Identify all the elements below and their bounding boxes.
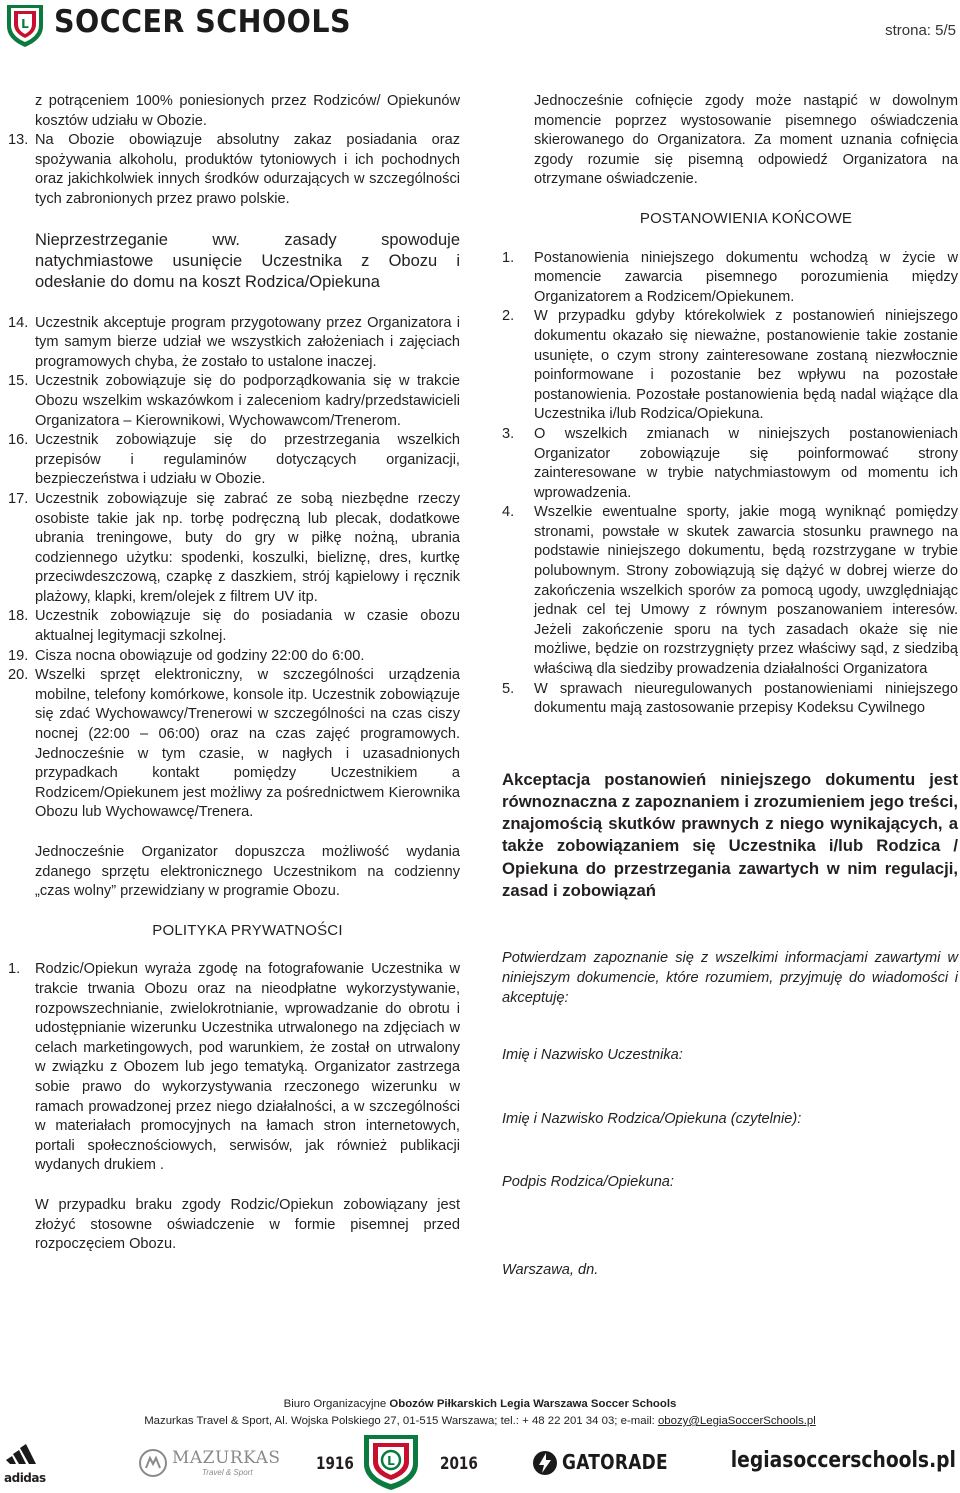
list-item xyxy=(8,607,460,646)
list-item-number: 3. xyxy=(502,425,515,442)
list-item-text: Rodzic/Opiekun wyraża zgodę na fotografowanie Uczestnika w trakcie trwania Obozu oraz na nieodpłatne wykorzystywanie, rozpowszechnianie, zwielokrotnianie, wprowadzanie do obrotu i udostępnianie wizerunku Uczestnika utrwalonego na zdjęciach w celach marketingowych, pod warunkiem, że został on utrwalony w związku z Obozem lub jego tematyką. Organizator zastrzega sobie prawo do wykorzystywania rzeczonego wizerunku w ramach prowadzonej przez niego działalności, a w szczególności w materiałach promocyjnych na łamach stron internetowych, portali społecznościowych, serwisów, jak również publikacji wydanych drukiem . xyxy=(35,961,460,1174)
list-item-text: Postanowienia niniejszego dokumentu wchodzą w życie w momencie zawarcia pisemnego porozumienia między Organizatorem a Rodzicem/Opiekunem. xyxy=(534,249,958,305)
list-item-number: 1. xyxy=(502,249,515,266)
footer-office xyxy=(0,1398,960,1410)
rules-list-a xyxy=(8,131,460,209)
list-item-text: O wszelkich zmianach w niniejszych postanowieniach Organizator zobowiązuje się poinformować strony zainteresowane w trybie natychmiastowym od momentu ich wprowadzenia. xyxy=(534,425,958,501)
list-item-number: 5. xyxy=(502,680,515,697)
list-item-text: W sprawach nieuregulowanych postanowieniami niniejszego dokumentu mają zastosowanie przepisy Kodeksu Cywilnego xyxy=(534,680,958,717)
right-column xyxy=(502,92,958,1280)
list-item xyxy=(502,307,958,425)
gatorade-logo xyxy=(532,1450,682,1478)
gatorade-wordmark: GATORADE xyxy=(562,1450,668,1474)
brand-title: SOCCER SCHOOLS xyxy=(54,4,352,40)
mazurkas-wordmark: MAZURKAS xyxy=(172,1448,281,1468)
legia-shield-icon xyxy=(4,2,46,48)
list-item xyxy=(502,680,958,719)
list-item-text: Cisza nocna obowiązuje od godziny 22:00 do 6:00. xyxy=(35,647,365,664)
list-item-text: Wszelkie ewentualne sporty, jakie mogą wyniknąć pomiędzy stronami, powstałe w skutek zawarcia stosunku prawnego na podstawie niniejszego dokumentu, będą rozstrzygane w trybie polubownym. Strony zobowiązują się dążyć w dobrej wierze do zakończenia wszelkich sporów za pomocą ugody, uwzględniając jednak cel tej Umowy z równym poszanowaniem interesów. Jeżeli zakończenie sporu na tych zasadach okaże się nie możliwe, będzie on rozstrzygnięty przez właściwy sąd, z siedzibą właściwą dla siedziby prowadzenia działalności Organizatora xyxy=(534,504,958,678)
list-item-text: Uczestnik zobowiązuje się do podporządkowania się w trakcie Obozu wszelkim wskazówkom i zaleceniom kadry/przedstawicieli Organizatora – Kierownikowi, Wychowawcom/Trenerom. xyxy=(35,373,460,429)
adidas-logo xyxy=(4,1440,50,1485)
rule-20-note: Jednocześnie Organizator dopuszcza możliwość wydania zdanego sprzętu elektronicznego Uczestnikom na codzienny „czas wolny” przewidziany w programie Obozu. xyxy=(35,844,460,900)
website-link[interactable]: legiasoccerschools.pl xyxy=(730,1448,956,1473)
list-item-number: 19. xyxy=(8,647,29,664)
final-provisions-list xyxy=(502,249,958,719)
acceptance-statement: Akceptacja postanowień niniejszego dokumentu jest równoznaczna z zapoznaniem i zrozumieniem jego treści, znajomością skutków prawnych z niego wynikających, a także zobowiązaniem się Uczestnika i/lub Rodzica / Opiekuna do przestrzegania zawartych w nim regulacji, zasad i zobowiązań xyxy=(502,769,958,900)
sig-parent-label: Imię i Nazwisko Rodzica/Opiekuna (czytelnie): xyxy=(502,1110,802,1127)
list-item-text: Uczestnik akceptuje program przygotowany przez Organizatora i tym samym bierze udział we wszystkich założeniach i zajęciach programowych chyba, że zostało to ustalone inaczej. xyxy=(35,314,460,370)
adidas-stripes-icon xyxy=(4,1440,50,1468)
list-item xyxy=(8,372,460,431)
year-centenary: 2016 xyxy=(440,1454,478,1474)
footer-office-name: Obozów Piłkarskich Legia Warszawa Soccer Schools xyxy=(389,1398,677,1410)
adidas-wordmark: adidas xyxy=(4,1471,46,1485)
list-item-text: Uczestnik zobowiązuje się zabrać ze sobą niezbędne rzeczy osobiste takie jak np. torbę podręczną lub plecak, dodatkowe ubrania treningowe, buty do gry w piłkę nożną, ubrania codziennego użytku: spodenki, koszulki, bieliznę, dres, kurtkę przeciwdeszczową, czapkę z daszkiem, strój kąpielowy i ręcznik plażowy, klapki, krem/olejek z filtrem UV itp. xyxy=(35,490,460,605)
footer-address-text: Mazurkas Travel & Sport, Al. Wojska Polskiego 27, 01-515 Warszawa; tel.: + 48 22 201 34 03; e-mail: xyxy=(144,1415,658,1427)
list-item-number: 13. xyxy=(8,132,29,149)
list-item xyxy=(8,666,460,823)
footer-address xyxy=(0,1415,960,1427)
list-item-number: 20. xyxy=(8,667,29,684)
left-column xyxy=(8,92,460,1255)
list-item xyxy=(8,314,460,373)
list-item-number: 15. xyxy=(8,373,29,390)
footer-email-link[interactable]: obozy@LegiaSoccerSchools.pl xyxy=(657,1415,816,1427)
list-item xyxy=(8,431,460,490)
list-item-number: 2. xyxy=(502,308,515,325)
confirmation-statement: Potwierdzam zapoznanie się z wszelkimi informacjami zawartymi w niniejszym dokumencie, które rozumiem, przyjmuję do wiadomości i akceptuję: xyxy=(502,950,958,1007)
list-item-text: Uczestnik zobowiązuje się do przestrzegania wszelkich przepisów i regulaminów dotyczących organizacji, bezpieczeństwa i udziału w Obozie. xyxy=(35,432,460,488)
mazurkas-emblem-icon xyxy=(138,1448,168,1478)
list-item-text: W przypadku gdyby którekolwiek z postanowień niniejszego dokumentu okazało się nieważne, postanowienie takie zostanie usunięte, o czym strony zainteresowane zostaną niezwłocznie poinformowane i pozostanie bez wpływu na pozostałe postanowienia. Pozostałe postanowienia będą nadal wiążące dla Uczestnika i/lub Rodzica/Opiekuna. xyxy=(534,308,958,423)
list-item-number: 1. xyxy=(8,961,21,978)
rules-list-b xyxy=(8,314,460,823)
list-item-number: 14. xyxy=(8,314,29,331)
list-item xyxy=(502,425,958,503)
mazurkas-subtitle: Travel & Sport xyxy=(202,1468,253,1477)
list-item-text: Uczestnik zobowiązuje się do posiadania w czasie obozu aktualnej legitymacji szkolnej. xyxy=(35,608,460,645)
list-item-number: 18. xyxy=(8,608,29,625)
sig-place-date-label: Warszawa, dn. xyxy=(502,1261,599,1278)
legia-centenary-crest-icon xyxy=(358,1432,424,1492)
withdraw-consent-note: Jednocześnie cofnięcie zgody może nastąpić w dowolnym momencie poprzez wystosowanie pisemnego oświadczenia skierowanego do Organizatora. Za moment uznania cofnięcia zgody rozumie się pisemną odpowiedź Organizatora na otrzymane oświadczenie. xyxy=(534,93,958,188)
list-item xyxy=(502,503,958,679)
gatorade-bolt-icon xyxy=(532,1450,558,1476)
footer-office-prefix: Biuro Organizacyjne xyxy=(283,1398,390,1410)
list-item-number: 4. xyxy=(502,504,515,521)
year-founded: 1916 xyxy=(316,1454,354,1474)
list-item-text: Na Obozie obowiązuje absolutny zakaz posiadania oraz spożywania alkoholu, produktów tytoniowych i ich pochodnych oraz jakichkolwiek innych środków odurzających w szczególności tych zabronionych przez prawo polskie. xyxy=(35,132,460,207)
list-item-text: Wszelki sprzęt elektroniczny, w szczególności urządzenia mobilne, telefony komórkowe, konsole itp. Uczestnik zobowiązuje się zdać Wychowawcy/Trenerowi w szczególności na czas ciszy nocnej (22:00 – 06:00) oraz na czas zajęć programowych. Jednocześnie w tym czasie, w nagłych i uzasadnionych przypadkach kontakt pomiędzy Uczestnikiem a Rodzicem/Opiekunem jest możliwy za pośrednictwem Kierownika Obozu lub Wychowawcę/Trenera. xyxy=(35,667,460,821)
rule-12-continuation: z potrąceniem 100% poniesionych przez Rodziców/ Opiekunów kosztów udziału w Obozie. xyxy=(35,93,460,129)
list-item-number: 17. xyxy=(8,490,29,507)
list-item xyxy=(8,647,460,667)
page-number: strona: 5/5 xyxy=(885,22,956,39)
page-header xyxy=(0,0,960,52)
sig-signature-label: Podpis Rodzica/Opiekuna: xyxy=(502,1174,674,1191)
privacy-note: W przypadku braku zgody Rodzic/Opiekun zobowiązany jest złożyć stosowne oświadczenie w formie pisemnej przed rozpoczęciem Obozu. xyxy=(35,1196,460,1253)
rule-13-warning: Nieprzestrzeganie ww. zasady spowoduje natychmiastowe usunięcie Uczestnika z Obozu i odesłanie do domu na koszt Rodzica/Opiekuna xyxy=(35,230,460,291)
privacy-title: POLITYKA PRYWATNOŚCI xyxy=(152,921,343,939)
list-item xyxy=(8,960,460,1176)
final-provisions-title: POSTANOWIENIA KOŃCOWE xyxy=(639,209,853,227)
svg-text:L: L xyxy=(21,17,29,31)
sig-participant-label: Imię i Nazwisko Uczestnika: xyxy=(502,1047,683,1064)
list-item xyxy=(8,131,460,209)
list-item xyxy=(502,249,958,308)
mazurkas-logo xyxy=(138,1446,281,1482)
list-item xyxy=(8,490,460,608)
svg-text:L: L xyxy=(387,1454,395,1468)
list-item-number: 16. xyxy=(8,432,29,449)
privacy-list xyxy=(8,960,460,1176)
